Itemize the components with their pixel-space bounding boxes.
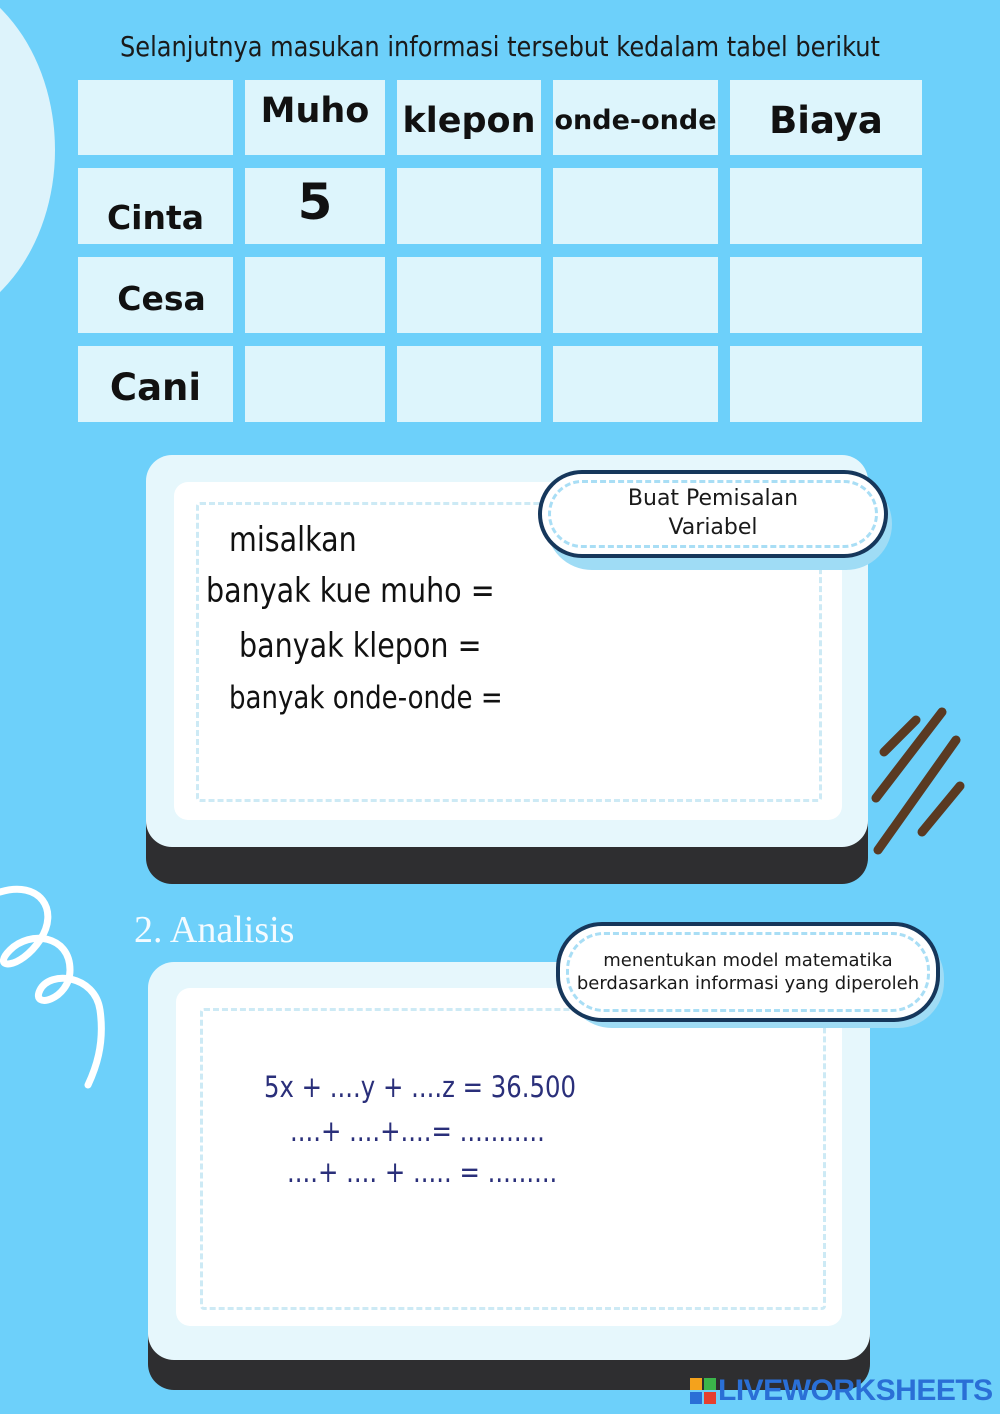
cell-cani-biaya[interactable] — [730, 346, 922, 422]
cell-cesa-muho[interactable] — [245, 257, 385, 333]
equation-line-1[interactable]: 5x + ....y + ....z = 36.500 — [264, 1070, 576, 1104]
table-header-klepon: klepon — [397, 80, 541, 155]
cell-cinta-biaya[interactable] — [730, 168, 922, 244]
cell-cesa-onde-onde[interactable] — [553, 257, 718, 333]
squiggle-decoration — [0, 880, 140, 1100]
liveworksheets-logo-icon — [690, 1378, 716, 1404]
table-header-corner — [78, 80, 233, 155]
analysis-tag-line-1: menentukan model matematika — [603, 949, 893, 971]
variable-tag — [538, 470, 888, 558]
cell-cinta-onde-onde[interactable] — [553, 168, 718, 244]
analysis-tag-text — [577, 949, 919, 996]
variable-tag-line-1: Buat Pemisalan — [627, 486, 799, 512]
variable-tag-line-2: Variabel — [668, 515, 758, 540]
table-header-onde-onde: onde-onde — [553, 80, 718, 155]
cell-cesa-biaya[interactable] — [730, 257, 922, 333]
variable-intro-text: misalkan — [229, 520, 357, 560]
row-label-cani: Cani — [78, 346, 233, 422]
cell-cesa-klepon[interactable] — [397, 257, 541, 333]
cell-cani-onde-onde[interactable] — [553, 346, 718, 422]
table-header-biaya: Biaya — [730, 80, 922, 155]
table-header-muho: Muho — [245, 80, 385, 155]
liveworksheets-logo-text: LIVEWORKSHEETS — [718, 1374, 993, 1407]
variable-tag-text — [628, 485, 798, 542]
decorative-circle — [0, 0, 55, 330]
equation-line-2[interactable]: ....+ ....+....= ........... — [290, 1114, 545, 1148]
equation-line-3[interactable]: ....+ .... + ..... = ......... — [287, 1155, 558, 1189]
cell-cinta-muho[interactable]: 5 — [245, 168, 385, 244]
row-label-cinta: Cinta — [78, 168, 233, 244]
analysis-tag-line-2: berdasarkan informasi yang diperoleh — [576, 973, 920, 994]
liveworksheets-logo — [690, 1374, 993, 1408]
cell-cani-muho[interactable] — [245, 346, 385, 422]
row-label-cesa: Cesa — [78, 257, 233, 333]
analysis-heading: 2. Analisis — [134, 909, 295, 951]
cell-cani-klepon[interactable] — [397, 346, 541, 422]
intro-instruction: Selanjutnya masukan informasi tersebut kedalam tabel berikut — [120, 30, 880, 63]
brush-strokes-decoration — [868, 700, 978, 865]
variable-onde-onde-label[interactable]: banyak onde-onde = — [229, 680, 503, 716]
variable-muho-label[interactable]: banyak kue muho = — [206, 571, 495, 611]
cell-cinta-klepon[interactable] — [397, 168, 541, 244]
analysis-tag — [556, 922, 940, 1022]
variable-klepon-label[interactable]: banyak klepon = — [239, 626, 482, 666]
